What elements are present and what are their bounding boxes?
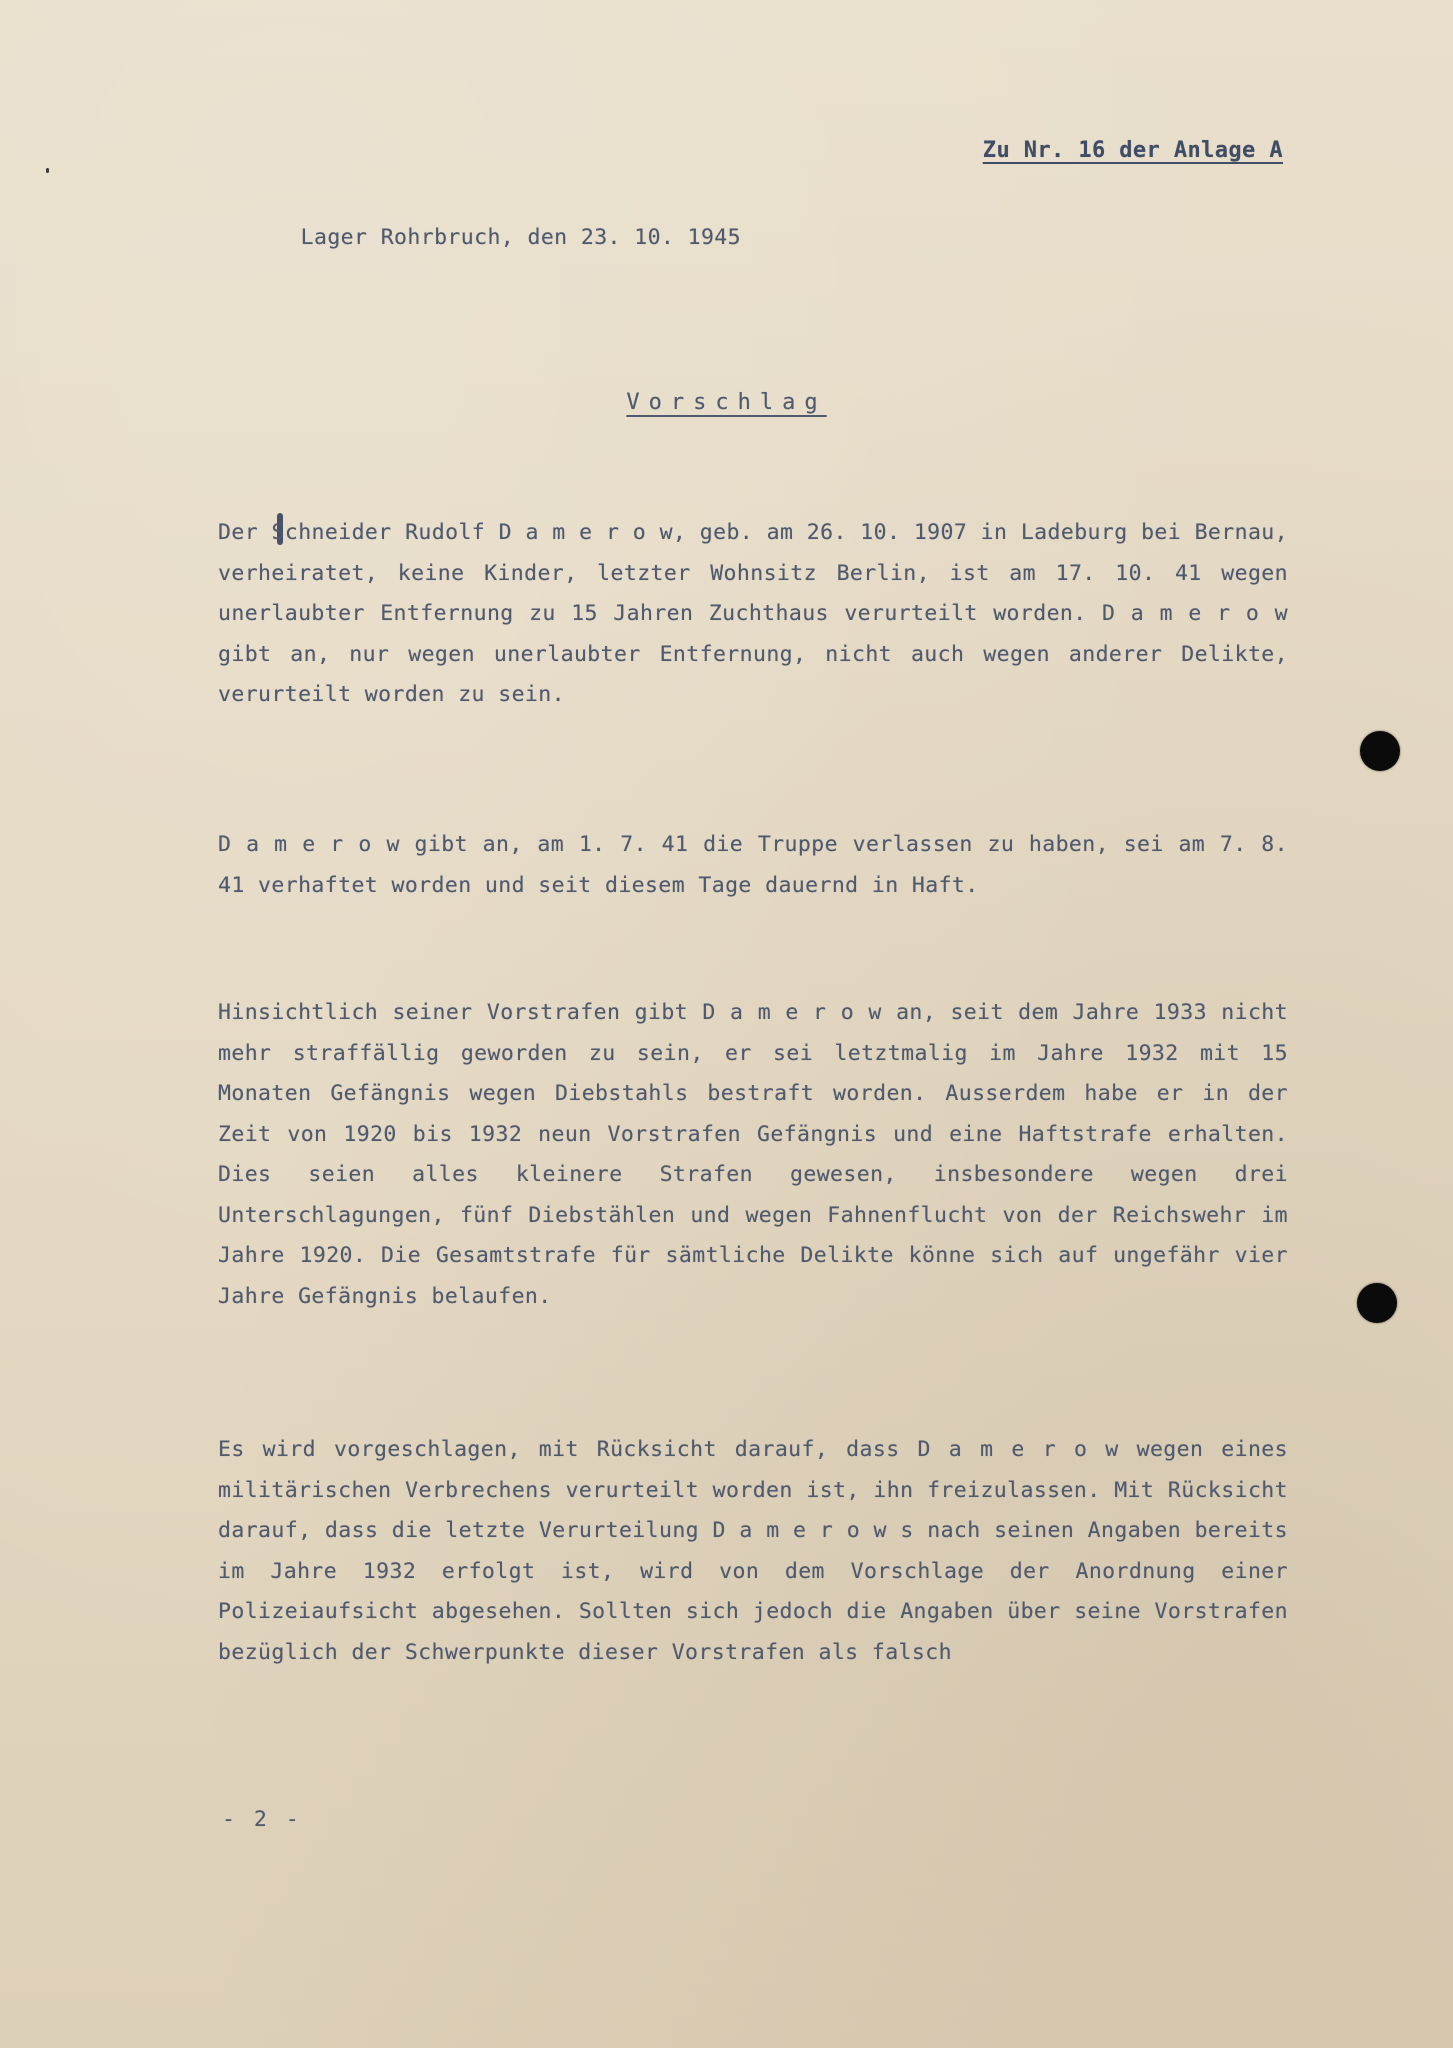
stray-ink-dot xyxy=(46,168,49,173)
paragraph-proposal: Es wird vorgeschlagen, mit Rücksicht darauf, dass D a m e r o w wegen eines militärischen Verbrechens verurteilt worden ist, ihn freizulassen. Mit Rücksicht darauf, dass die letzte Verurteilung D a m e r o w s nach seinen Angaben bereits im Jahre 1932 erfolgt ist, wird von dem Vorschlage der Anordnung einer Polizeiaufsicht abgesehen. Sollten sich jedoch die Angaben über seine Vorstrafen bezüglich der Schwerpunkte dieser Vorstrafen als falsch xyxy=(218,1437,1288,1665)
punch-hole xyxy=(1360,731,1400,771)
annex-reference: Zu Nr. 16 der Anlage A xyxy=(982,138,1283,163)
paragraph-desertion: D a m e r o w gibt an, am 1. 7. 41 die Truppe verlassen zu haben, sei am 7. 8. 41 verhaftet worden und seit diesem Tage dauernd in Haft. xyxy=(218,832,1288,898)
document-title: Vorschlag xyxy=(626,390,827,415)
punch-hole xyxy=(1357,1283,1397,1323)
place-and-date: Lager Rohrbruch, den 23. 10. 1945 xyxy=(300,225,741,250)
paragraph-previous-convictions: Hinsichtlich seiner Vorstrafen gibt D a m e r o w an, seit dem Jahre 1933 nicht mehr straffällig geworden zu sein, er sei letztmalig im Jahre 1932 mit 15 Monaten Gefängnis wegen Diebstahls bestraft worden. Ausserdem habe er in der Zeit von 1920 bis 1932 neun Vorstrafen Gefängnis und eine Haftstrafe erhalten. Dies seien alles kleinere Strafen gewesen, insbesondere wegen drei Unterschlagungen, fünf Diebstählen und wegen Fahnenflucht von der Reichswehr im Jahre 1920. Die Gesamtstrafe für sämtliche Delikte könne sich auf ungefähr vier Jahre Gefängnis belaufen. xyxy=(218,1000,1288,1309)
paragraph-personal-details: Der Schneider Rudolf D a m e r o w, geb. am 26. 10. 1907 in Ladeburg bei Bernau, verheiratet, keine Kinder, letzter Wohnsitz Berlin, ist am 17. 10. 41 wegen unerlaubter Entfernung zu 15 Jahren Zuchthaus verurteilt worden. D a m e r o w gibt an, nur wegen unerlaubter Entfernung, nicht auch wegen anderer Delikte, verurteilt worden zu sein. xyxy=(218,520,1288,707)
next-page-marker: - 2 - xyxy=(222,1807,302,1832)
